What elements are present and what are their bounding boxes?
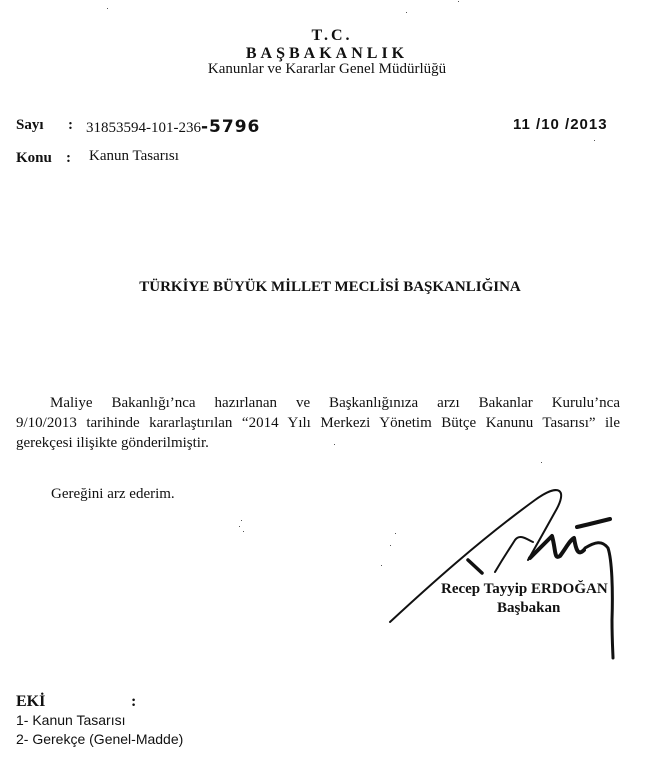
scan-speck	[107, 8, 108, 9]
reference-number-separator: :	[68, 117, 73, 133]
scan-speck	[243, 531, 244, 532]
scan-speck	[381, 565, 382, 566]
reference-number	[86, 117, 260, 137]
subject-value: Kanun Tasarısı	[89, 148, 179, 164]
scan-speck	[334, 444, 335, 445]
attachment-item: 1- Kanun Tasarısı	[16, 712, 126, 728]
recipient-heading: TÜRKİYE BÜYÜK MİLLET MECLİSİ BAŞKANLIĞINA	[139, 279, 521, 295]
signatory-name: Recep Tayyip ERDOĞAN	[441, 581, 608, 597]
scan-speck	[594, 140, 595, 141]
scan-speck	[239, 526, 240, 527]
attachment-item: 2- Gerekçe (Genel-Madde)	[16, 731, 184, 747]
letterhead-institution: BAŞBAKANLIK	[245, 45, 409, 62]
closing-text: Gereğini arz ederim.	[51, 486, 175, 502]
attachments-separator: :	[131, 693, 137, 710]
scan-speck	[390, 545, 391, 546]
reference-number-printed: 31853594-101-236	[86, 120, 201, 136]
letterhead-country: T.C.	[311, 27, 353, 44]
scan-speck	[395, 533, 396, 534]
document-date: 11 /10 /2013	[513, 116, 608, 133]
reference-number-label: Sayı	[16, 117, 44, 133]
scan-speck	[406, 12, 407, 13]
signatory-title: Başbakan	[497, 600, 561, 616]
scan-speck	[458, 1, 459, 2]
body-line: Maliye Bakanlığı’nca hazırlanan ve Başkanlığınıza arzı Bakanlar Kurulu’nca	[50, 395, 620, 411]
scan-speck	[541, 462, 542, 463]
subject-separator: :	[66, 150, 71, 166]
reference-number-handwritten: -5796	[201, 117, 261, 137]
body-line: 9/10/2013 tarihinde kararlaştırılan “2014 Yılı Merkezi Yönetim Bütçe Kanunu Tasarısı” ile	[16, 415, 620, 431]
body-line: gerekçesi ilişikte gönderilmiştir.	[16, 435, 209, 451]
letterhead-department: Kanunlar ve Kararlar Genel Müdürlüğü	[207, 61, 447, 77]
subject-label: Konu	[16, 150, 52, 166]
body-paragraph	[16, 393, 620, 453]
attachments-label: EKİ	[16, 693, 46, 710]
scan-speck	[241, 520, 242, 521]
